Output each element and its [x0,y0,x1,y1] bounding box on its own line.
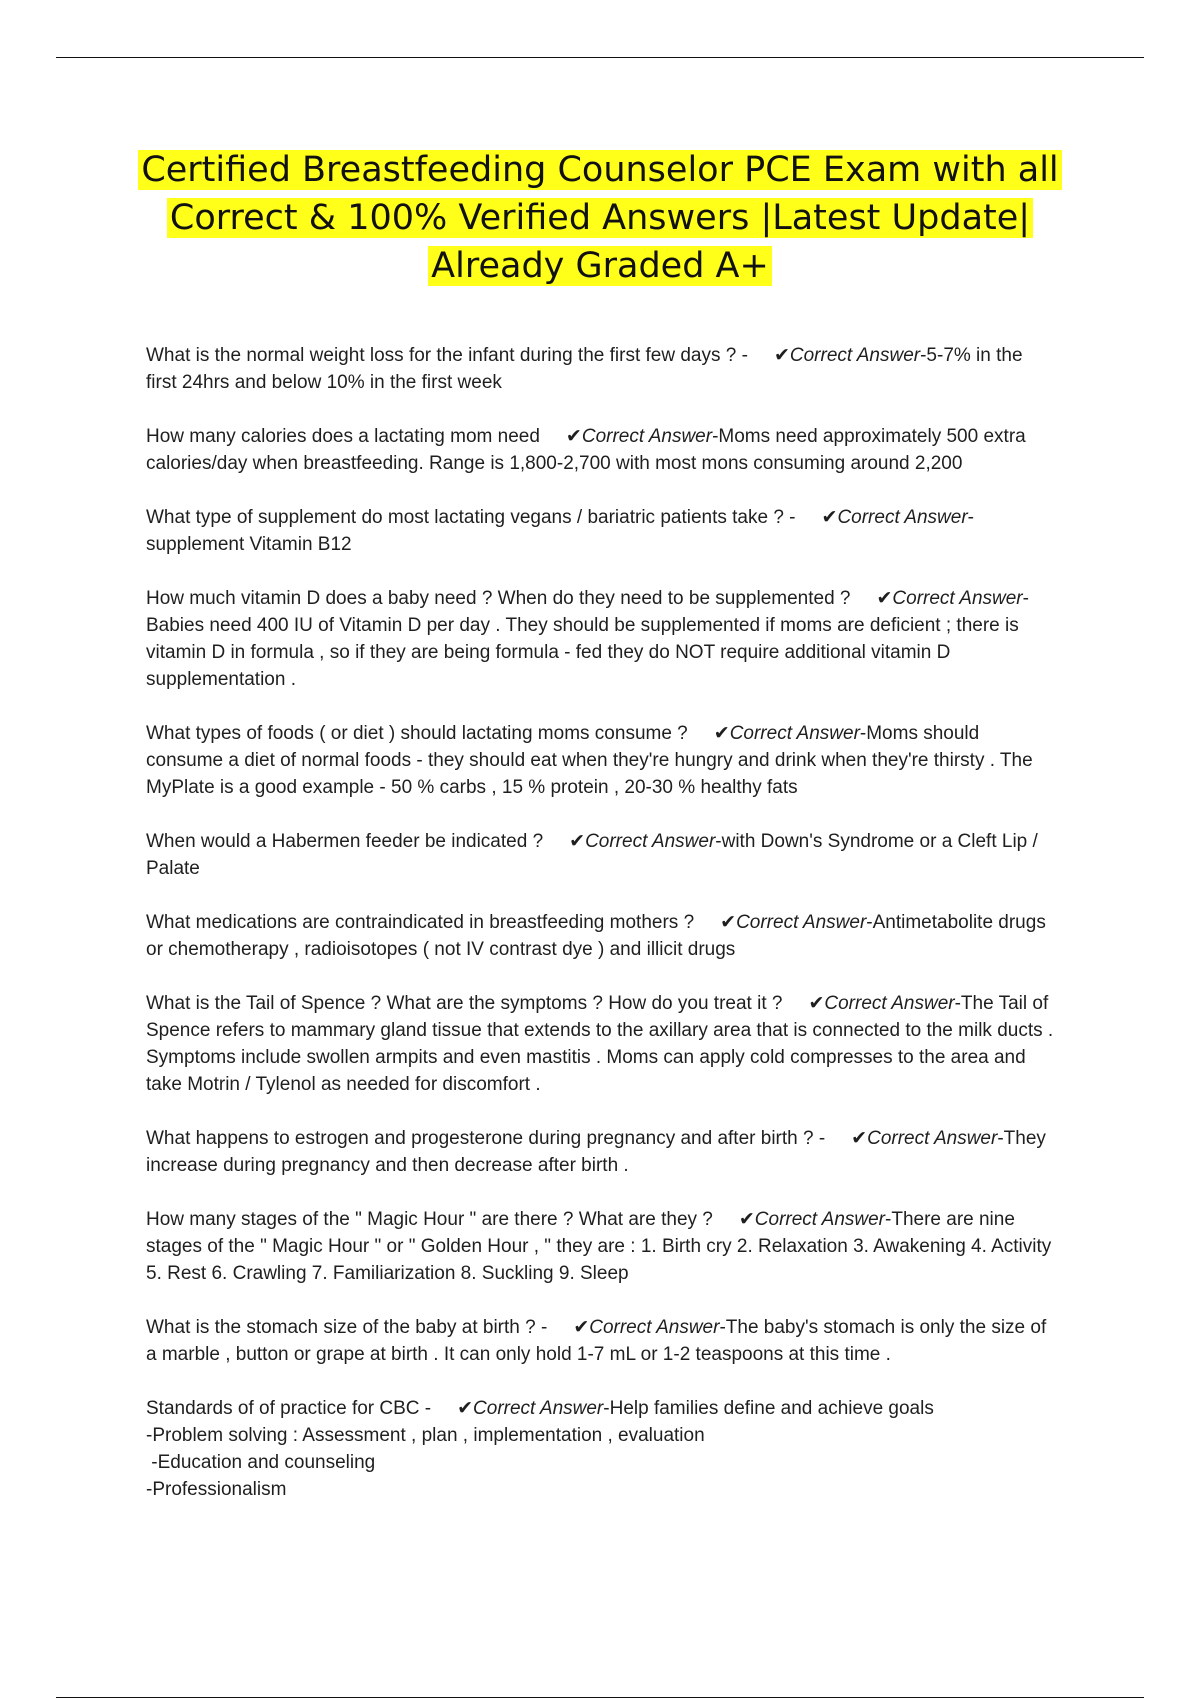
title-line: Already Graded A+ [428,246,772,286]
answer-text: -Antimetabolite drugs or chemotherapy , radioisotopes ( not IV contrast dye ) and illicit drugs [146,912,1046,960]
answer-extra-line: -Problem solving : Assessment , plan , implementation , evaluation [146,1425,705,1446]
correct-answer-label [457,1398,603,1419]
checkmark-icon: ✔ [573,1317,590,1338]
question-text: What is the Tail of Spence ? What are the symptoms ? How do you treat it ? [146,993,783,1014]
correct-answer-text: Correct Answer [589,1317,720,1338]
qa-item [146,990,1056,1098]
qa-item [146,720,1056,801]
answer-text: -Babies need 400 IU of Vitamin D per day . They should be supplemented if moms are deficient ; there is vitamin D in formula , so if they are being formula - fed they do NOT require additional vitamin D supplementation . [146,588,1029,690]
correct-answer-label [720,912,866,933]
question-text: What types of foods ( or diet ) should lactating moms consume ? [146,723,688,744]
qa-item [146,423,1056,477]
correct-answer-text: Correct Answer [824,993,955,1014]
question-text: What is the normal weight loss for the infant during the first few days ? - [146,345,748,366]
answer-text: -Moms need approximately 500 extra calories/day when breastfeeding. Range is 1,800-2,700 with most mons consuming around 2,200 [146,426,1026,474]
correct-answer-label [851,1128,997,1149]
question-text: Standards of of practice for CBC - [146,1398,432,1419]
answer-text: -supplement Vitamin B12 [146,507,974,555]
question-text: How many calories does a lactating mom need [146,426,540,447]
question-text: How many stages of the " Magic Hour " are there ? What are they ? [146,1209,713,1230]
checkmark-icon: ✔ [565,426,582,447]
correct-answer-text: Correct Answer [736,912,867,933]
correct-answer-text: Correct Answer [892,588,1023,609]
correct-answer-label [877,588,1023,609]
correct-answer-text: Correct Answer [729,723,860,744]
checkmark-icon: ✔ [773,345,790,366]
checkmark-icon: ✔ [738,1209,755,1230]
question-text: When would a Habermen feeder be indicated ? [146,831,544,852]
answer-text: -with Down's Syndrome or a Cleft Lip / Palate [146,831,1038,879]
checkmark-icon: ✔ [569,831,586,852]
correct-answer-label [808,993,954,1014]
question-text: What is the stomach size of the baby at birth ? - [146,1317,548,1338]
correct-answer-label [714,723,860,744]
title-line: Certified Breastfeeding Counselor PCE Exam with all [138,150,1061,190]
qa-item [146,585,1056,693]
correct-answer-text: Correct Answer [789,345,921,366]
qa-item [146,828,1056,882]
qa-list [146,342,1056,1530]
qa-item [146,504,1056,558]
qa-item [146,1314,1056,1368]
checkmark-icon: ✔ [808,993,825,1014]
checkmark-icon: ✔ [821,507,838,528]
correct-answer-label [739,1209,885,1230]
qa-item [146,1395,1056,1503]
answer-text: -Moms should consume a diet of normal foods - they should eat when they're hungry and drink when they're thirsty . The MyPlate is a good example - 50 % carbs , 15 % protein , 20-30 % healthy fats [146,723,1033,798]
title-line: Correct & 100% Verified Answers |Latest Update| [167,198,1033,238]
question-text: How much vitamin D does a baby need ? When do they need to be supplemented ? [146,588,851,609]
correct-answer-text: Correct Answer [585,831,716,852]
answer-text: -5-7% in the first 24hrs and below 10% in the first week [146,345,1023,393]
correct-answer-label [774,345,920,366]
correct-answer-text: Correct Answer [837,507,968,528]
bottom-rule [56,1697,1144,1698]
answer-text: -The baby's stomach is only the size of a marble , button or grape at birth . It can only hold 1-7 mL or 1-2 teaspoons at this time . [146,1317,1047,1365]
question-text: What medications are contraindicated in breastfeeding mothers ? [146,912,695,933]
correct-answer-label [822,507,968,528]
question-text: What happens to estrogen and progesterone during pregnancy and after birth ? - [146,1128,826,1149]
correct-answer-label [566,426,712,447]
document-title [100,146,1100,290]
answer-text: -Help families define and achieve goals [603,1398,934,1419]
answer-extra-line: -Professionalism [146,1479,287,1500]
question-text: What type of supplement do most lactating vegans / bariatric patients take ? - [146,507,796,528]
answer-text: -They increase during pregnancy and then decrease after birth . [146,1128,1046,1176]
qa-item [146,1125,1056,1179]
qa-item [146,909,1056,963]
correct-answer-text: Correct Answer [581,426,713,447]
answer-text: -There are nine stages of the " Magic Hour " or " Golden Hour , " they are : 1. Birth cry 2. Relaxation 3. Awakening 4. Activity 5. Rest 6. Crawling 7. Familiarization 8. Suckling 9. Sleep [146,1209,1052,1284]
qa-item [146,1206,1056,1287]
correct-answer-label [573,1317,719,1338]
checkmark-icon: ✔ [720,912,737,933]
answer-text: -The Tail of Spence refers to mammary gland tissue that extends to the axillary area that is connected to the milk ducts . Symptoms include swollen armpits and even mastitis . Moms can apply cold compresses to the area and take Motrin / Tylenol as needed for discomfort . [146,993,1054,1095]
qa-item [146,342,1056,396]
correct-answer-text: Correct Answer [473,1398,604,1419]
correct-answer-text: Correct Answer [867,1128,998,1149]
checkmark-icon: ✔ [457,1398,474,1419]
top-rule [56,57,1144,58]
checkmark-icon: ✔ [851,1128,868,1149]
correct-answer-text: Correct Answer [754,1209,886,1230]
correct-answer-label [569,831,715,852]
checkmark-icon: ✔ [876,588,893,609]
answer-extra-line: -Education and counseling [146,1452,376,1473]
checkmark-icon: ✔ [713,723,730,744]
